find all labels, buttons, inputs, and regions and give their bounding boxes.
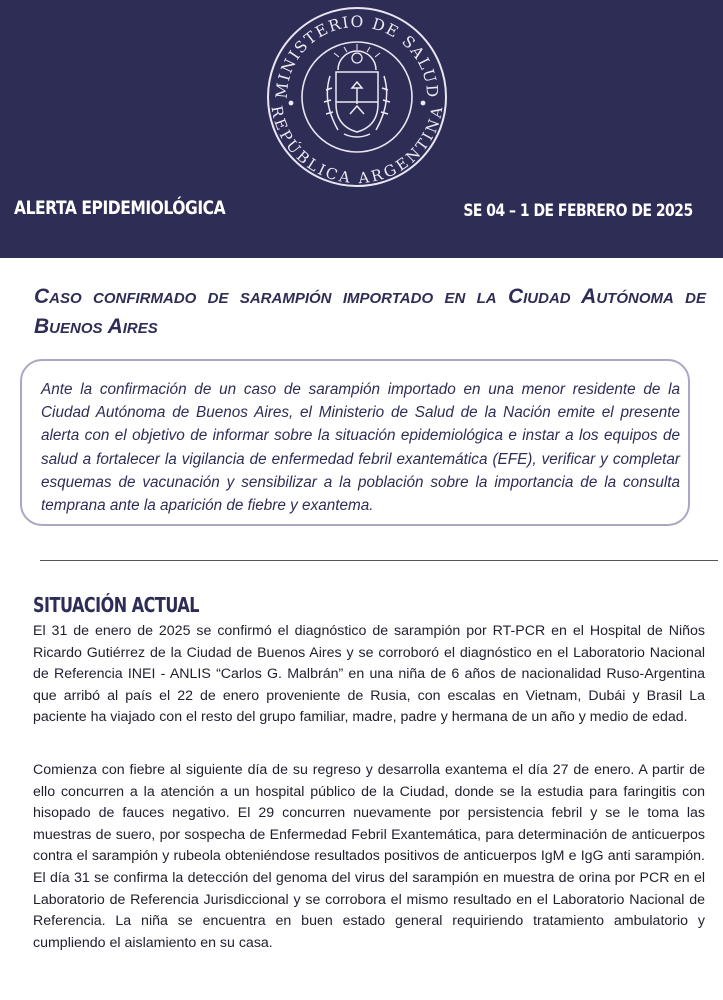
- summary-text: Ante la confirmación de un caso de sarampión importado en una menor residente de la Ciudad Autónoma de Buenos Aires, el Ministerio de Salud de la Nación emite el presente alerta con el objetivo de informar sobre la situación epidemiológica e instar a los equipos de salud a fortalecer la vigilancia de enfermedad febril exantemática (EFE), verificar y completar esquemas de vacunación y sensibilizar a la población sobre la importancia de la consulta temprana ante la aparición de fiebre y exantema.: [41, 381, 680, 515]
- alert-date-label: SE 04 – 1 DE FEBRERO DE 2025: [463, 201, 693, 221]
- summary-box: [20, 359, 690, 526]
- svg-text:REPÚBLICA ARGENTINA: [267, 104, 447, 187]
- ministry-seal-logo: [266, 6, 448, 188]
- paragraph: Comienza con fiebre al siguiente día de su regreso y desarrolla exantema el día 27 de enero. A partir de ello concurren a la atención a un hospital público de la Ciudad, donde se la estudia para faringitis con hisopado de fauces negativo. El 29 concurren nuevamente por persistencia febril y se le toma las muestras de suero, por sospecha de Enfermedad Febril Exantemática, para determinación de anticuerpos contra el sarampión y rubeola obteniéndose resultados positivos de anticuerpos IgM e IgG anti sarampión. El día 31 se confirma la detección del genoma del virus del sarampión en muestra de orina por PCR en el Laboratorio de Referencia Jurisdiccional y se corrobora el mismo resultado en el Laboratorio Nacional de Referencia. La niña se encuentra en buen estado general requiriendo tratamiento ambulatorio y cumpliendo el aislamiento en su casa.: [33, 762, 705, 951]
- seal-bottom-text: REPÚBLICA ARGENTINA: [267, 104, 447, 188]
- alert-type-label: ALERTA EPIDEMIOLÓGICA: [14, 197, 226, 219]
- paragraph: El 31 de enero de 2025 se confirmó el diagnóstico de sarampión por RT-PCR en el Hospital de Niños Ricardo Gutiérrez de la Ciudad de Buenos Aires y se corroboró el diagnóstico en el Laboratorio Nacional de Referencia INEI - ANLIS “Carlos G. Malbrán” en una niña de 6 años de nacionalidad Ruso-Argentina que arribó al país el 22 de enero proveniente de Rusia, con escalas en Vietnam, Dubái y Brasil La paciente ha viajado con el resto del grupo familiar, madre, padre y hermana de un año y medio de edad.: [33, 623, 705, 726]
- document-title: Caso confirmado de sarampión importado en la Ciudad Autónoma de Buenos Aires: [34, 285, 706, 338]
- seal-top-text: MINISTERIO DE SALUD: [272, 12, 442, 100]
- svg-text:MINISTERIO DE SALUD: [273, 13, 442, 99]
- document-header: [0, 0, 723, 258]
- section-divider: [40, 560, 718, 561]
- section-title: SITUACIÓN ACTUAL: [33, 593, 199, 617]
